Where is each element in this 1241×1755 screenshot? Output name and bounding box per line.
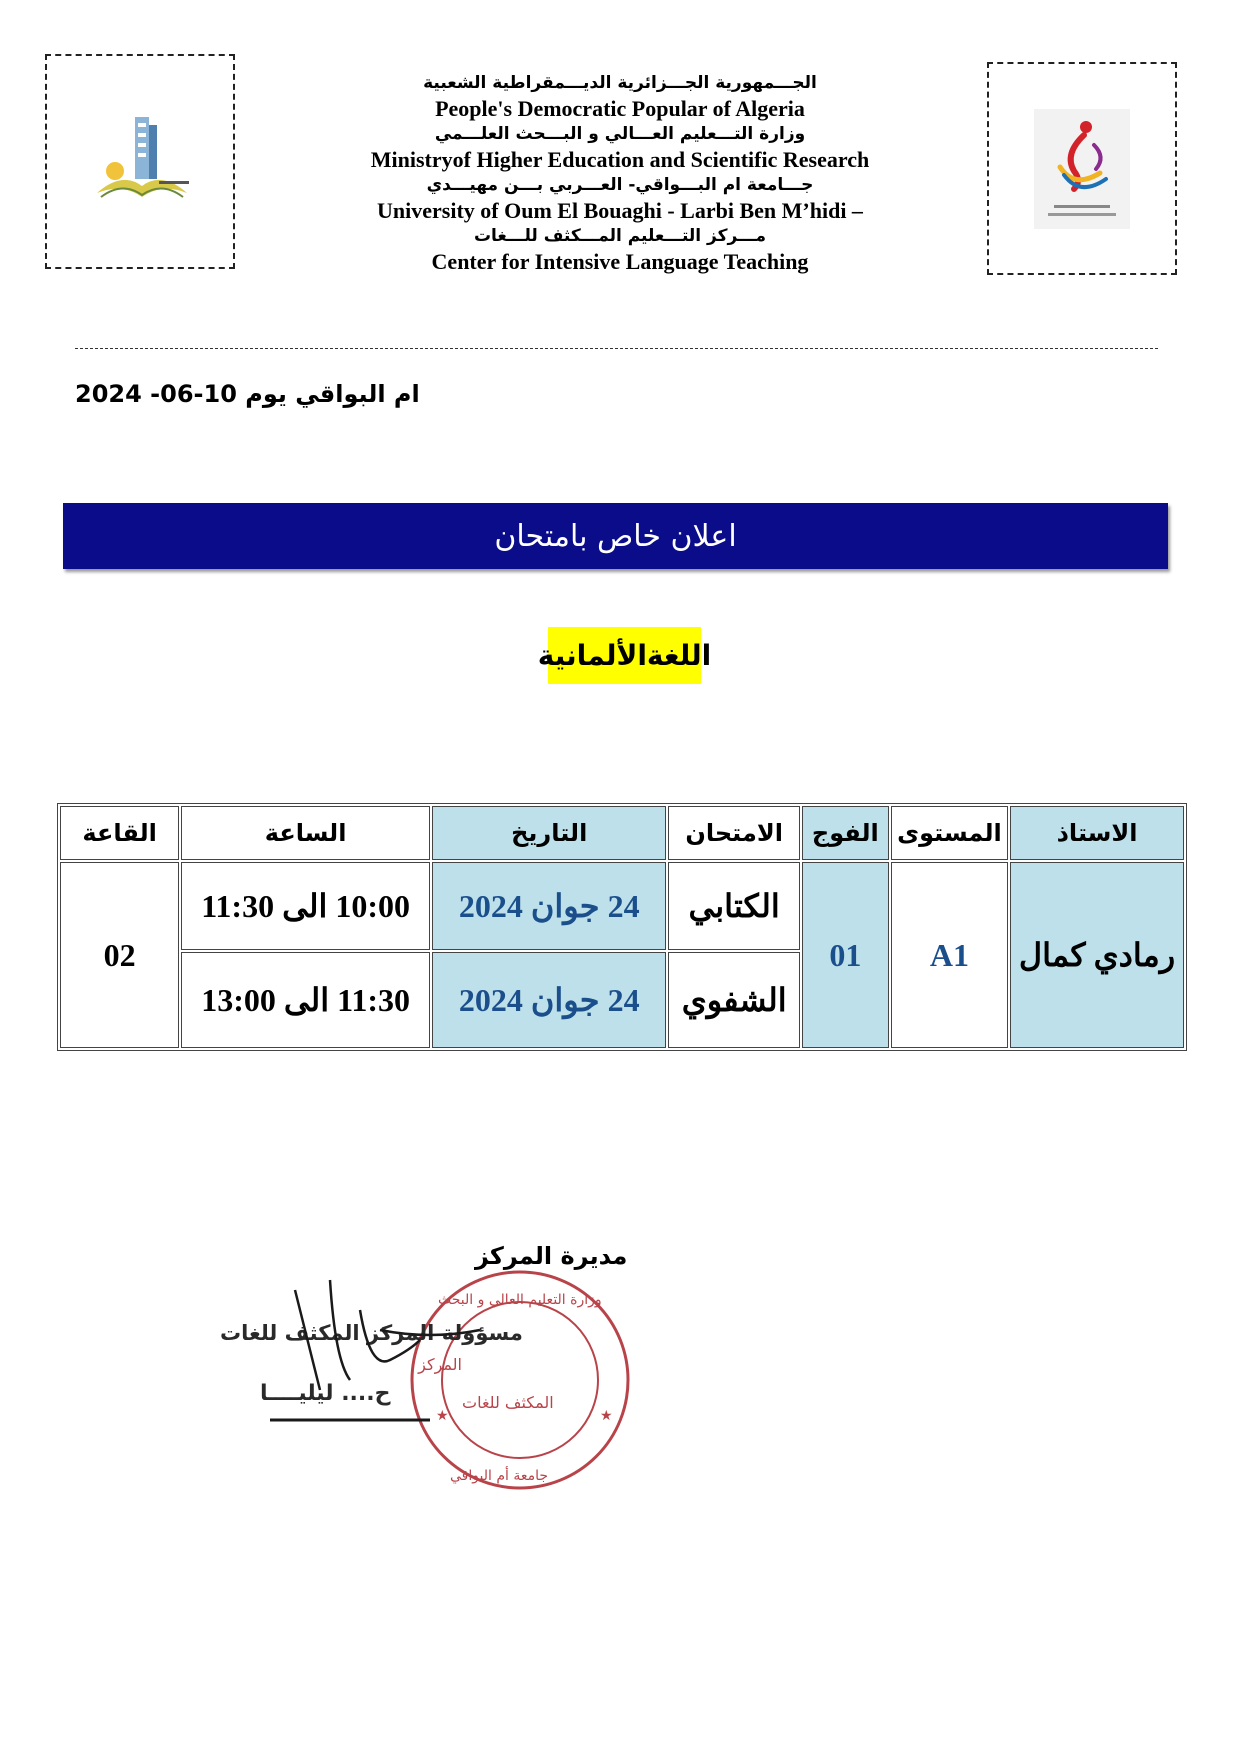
teacher-cell: رمادي كمال (1010, 862, 1184, 1048)
svg-text:جامعة أم البواقي: جامعة أم البواقي (450, 1468, 548, 1484)
table-row (60, 862, 1184, 950)
announcement-banner (63, 503, 1168, 569)
language-label: اللغةالألمانية (548, 627, 701, 684)
time-cell: 10:00 الى 11:30 (181, 862, 430, 950)
header-letterhead (300, 72, 940, 276)
center-logo-icon (1034, 109, 1130, 229)
university-logo-icon (87, 111, 197, 211)
date-cell: 24 جوان 2024 (432, 862, 667, 950)
header-republic-en: People's Democratic Popular of Algeria (435, 96, 805, 121)
time-cell: 11:30 الى 13:00 (181, 952, 430, 1048)
exam-type-cell: الكتابي (668, 862, 799, 950)
date-cell: 24 جوان 2024 (432, 952, 667, 1048)
exam-type-cell: الشفوي (668, 952, 799, 1048)
center-logo-box (987, 62, 1177, 275)
level-cell: A1 (891, 862, 1008, 1048)
header-republic-ar: الجـــمهورية الجـــزائرية الديـــمقراطية الشعبية (423, 73, 817, 93)
svg-text:★: ★ (436, 1408, 449, 1424)
university-logo-box (45, 54, 235, 269)
signature-stamp-graphic (200, 1270, 660, 1510)
document-date: ام البواقي يوم 10-06- 2024 (75, 380, 420, 408)
group-cell: 01 (802, 862, 889, 1048)
svg-text:مسؤولة المركز المكثف للغات: مسؤولة المركز المكثف للغات (220, 1321, 523, 1345)
header-ministry-en: Ministryof Higher Education and Scientific Research (370, 147, 870, 172)
svg-text:★: ★ (600, 1408, 613, 1424)
table-header-row (60, 806, 1184, 860)
header-divider (75, 348, 1158, 349)
header-center-ar: مـــركز التـــعليم المـــكثف للـــغات (473, 226, 767, 246)
svg-text:ح.... ليليــــا: ح.... ليليــــا (260, 1381, 391, 1406)
signature-title: مديرة المركز (475, 1242, 628, 1270)
exam-schedule-table (57, 803, 1187, 1051)
svg-text:المركز: المركز (418, 1355, 462, 1374)
room-cell: 02 (60, 862, 179, 1048)
header-university-ar: جـــامعة ام البـــواقي- العـــربي بـــن مهيـــدي (426, 175, 814, 195)
header-group: الفوج (802, 806, 889, 860)
svg-text:وزارة التعليم العالي و البحث: وزارة التعليم العالي و البحث (438, 1292, 602, 1308)
svg-text:المكثف للغات: المكثف للغات (462, 1393, 554, 1412)
header-time: الساعة (181, 806, 430, 860)
header-center-en: Center for Intensive Language Teaching (431, 249, 809, 274)
header-level: المستوى (891, 806, 1008, 860)
stamp-icon (412, 1272, 628, 1488)
header-exam: الامتحان (668, 806, 799, 860)
header-room: القاعة (60, 806, 179, 860)
header-university-en: University of Oum El Bouaghi - Larbi Ben M’hidi – (377, 198, 863, 223)
header-teacher: الاستاذ (1010, 806, 1184, 860)
header-ministry-ar: وزارة التـــعليم العـــالي و البـــحث العلـــمي (434, 124, 806, 144)
announcement-title: اعلان خاص بامتحان (494, 518, 737, 554)
header-date: التاريخ (432, 806, 667, 860)
